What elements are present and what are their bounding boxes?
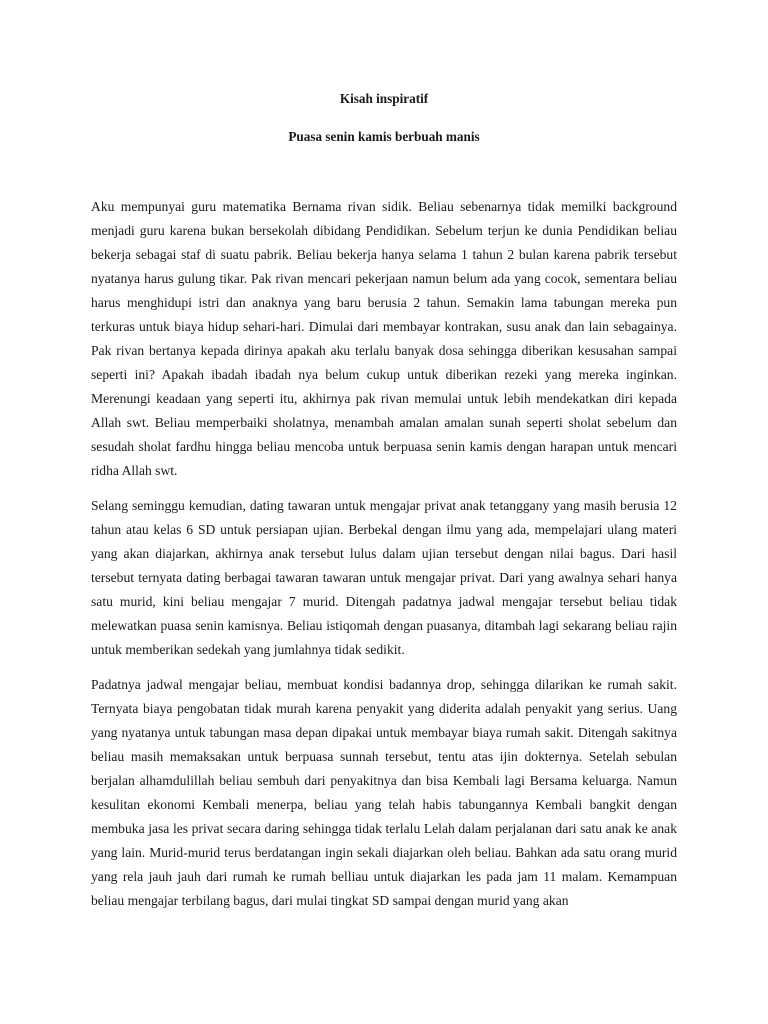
paragraph-1: Aku mempunyai guru matematika Bernama rivan sidik. Beliau sebenarnya tidak memilki background menjadi guru karena bukan bersekolah dibidang Pendidikan. Sebelum terjun ke dunia Pendidikan beliau bekerja sebagai staf di suatu pabrik. Beliau bekerja hanya selama 1 tahun 2 bulan karena pabrik tersebut nyatanya harus gulung tikar. Pak rivan mencari pekerjaan namun belum ada yang cocok, sementara beliau harus menghidupi istri dan anaknya yang baru berusia 2 tahun. Semakin lama tabungan mereka pun terkuras untuk biaya hidup sehari-hari. Dimulai dari membayar kontrakan, susu anak dan lain sebagainya. Pak rivan bertanya kepada dirinya apakah aku terlalu banyak dosa sehingga diberikan kesusahan sampai seperti ini? Apakah ibadah ibadah nya belum cukup untuk diberikan rezeki yang mereka inginkan. Merenungi keadaan yang seperti itu, akhirnya pak rivan memulai untuk lebih mendekatkan diri kepada Allah swt. Beliau memperbaiki sholatnya, menambah amalan amalan sunah seperti sholat sebelum dan sesudah sholat fardhu hingga beliau mencoba untuk berpuasa senin kamis dengan harapan untuk mencari ridha Allah swt.	[91, 199, 677, 478]
document-body	[91, 195, 677, 913]
document-subtitle: Puasa senin kamis berbuah manis	[288, 129, 480, 144]
paragraph-3: Padatnya jadwal mengajar beliau, membuat kondisi badannya drop, sehingga dilarikan ke rumah sakit. Ternyata biaya pengobatan tidak murah karena penyakit yang diderita adalah penyakit yang serius. Uang yang nyatanya untuk tabungan masa depan dipakai untuk membayar biaya rumah sakit. Ditengah sakitnya beliau masih memaksakan untuk berpuasa sunnah tersebut, tentu atas ijin dokternya. Setelah sebulan berjalan alhamdulillah beliau sembuh dari penyakitnya dan bisa Kembali lagi Bersama keluarga. Namun kesulitan ekonomi Kembali menerpa, beliau yang telah habis tabungannya Kembali bangkit dengan membuka jasa les privat secara daring sehingga tidak terlalu Lelah dalam perjalanan dari satu anak ke anak yang lain. Murid-murid terus berdatangan ingin sekali diajarkan oleh beliau. Bahkan ada satu orang murid yang rela jauh jauh dari rumah ke rumah belliau untuk diajarkan les pada jam 11 malam. Kemampuan beliau mengajar terbilang bagus, dari mulai tingkat SD sampai dengan murid yang akan	[91, 677, 677, 908]
document-title: Kisah inspiratif	[339, 91, 429, 106]
paragraph-2: Selang seminggu kemudian, dating tawaran untuk mengajar privat anak tetanggany yang masih berusia 12 tahun atau kelas 6 SD untuk persiapan ujian. Berbekal dengan ilmu yang ada, mempelajari ulang materi yang akan diajarkan, akhirnya anak tersebut lulus dalam ujian tersebut dengan nilai bagus. Dari hasil tersebut ternyata dating berbagai tawaran tawaran untuk mengajar privat. Dari yang awalnya sehari hanya satu murid, kini beliau mengajar 7 murid. Ditengah padatnya jadwal mengajar tersebut beliau tidak melewatkan puasa senin kamisnya. Beliau istiqomah dengan puasanya, ditambah lagi sekarang beliau rajin untuk memberikan sedekah yang jumlahnya tidak sedikit.	[91, 498, 677, 657]
